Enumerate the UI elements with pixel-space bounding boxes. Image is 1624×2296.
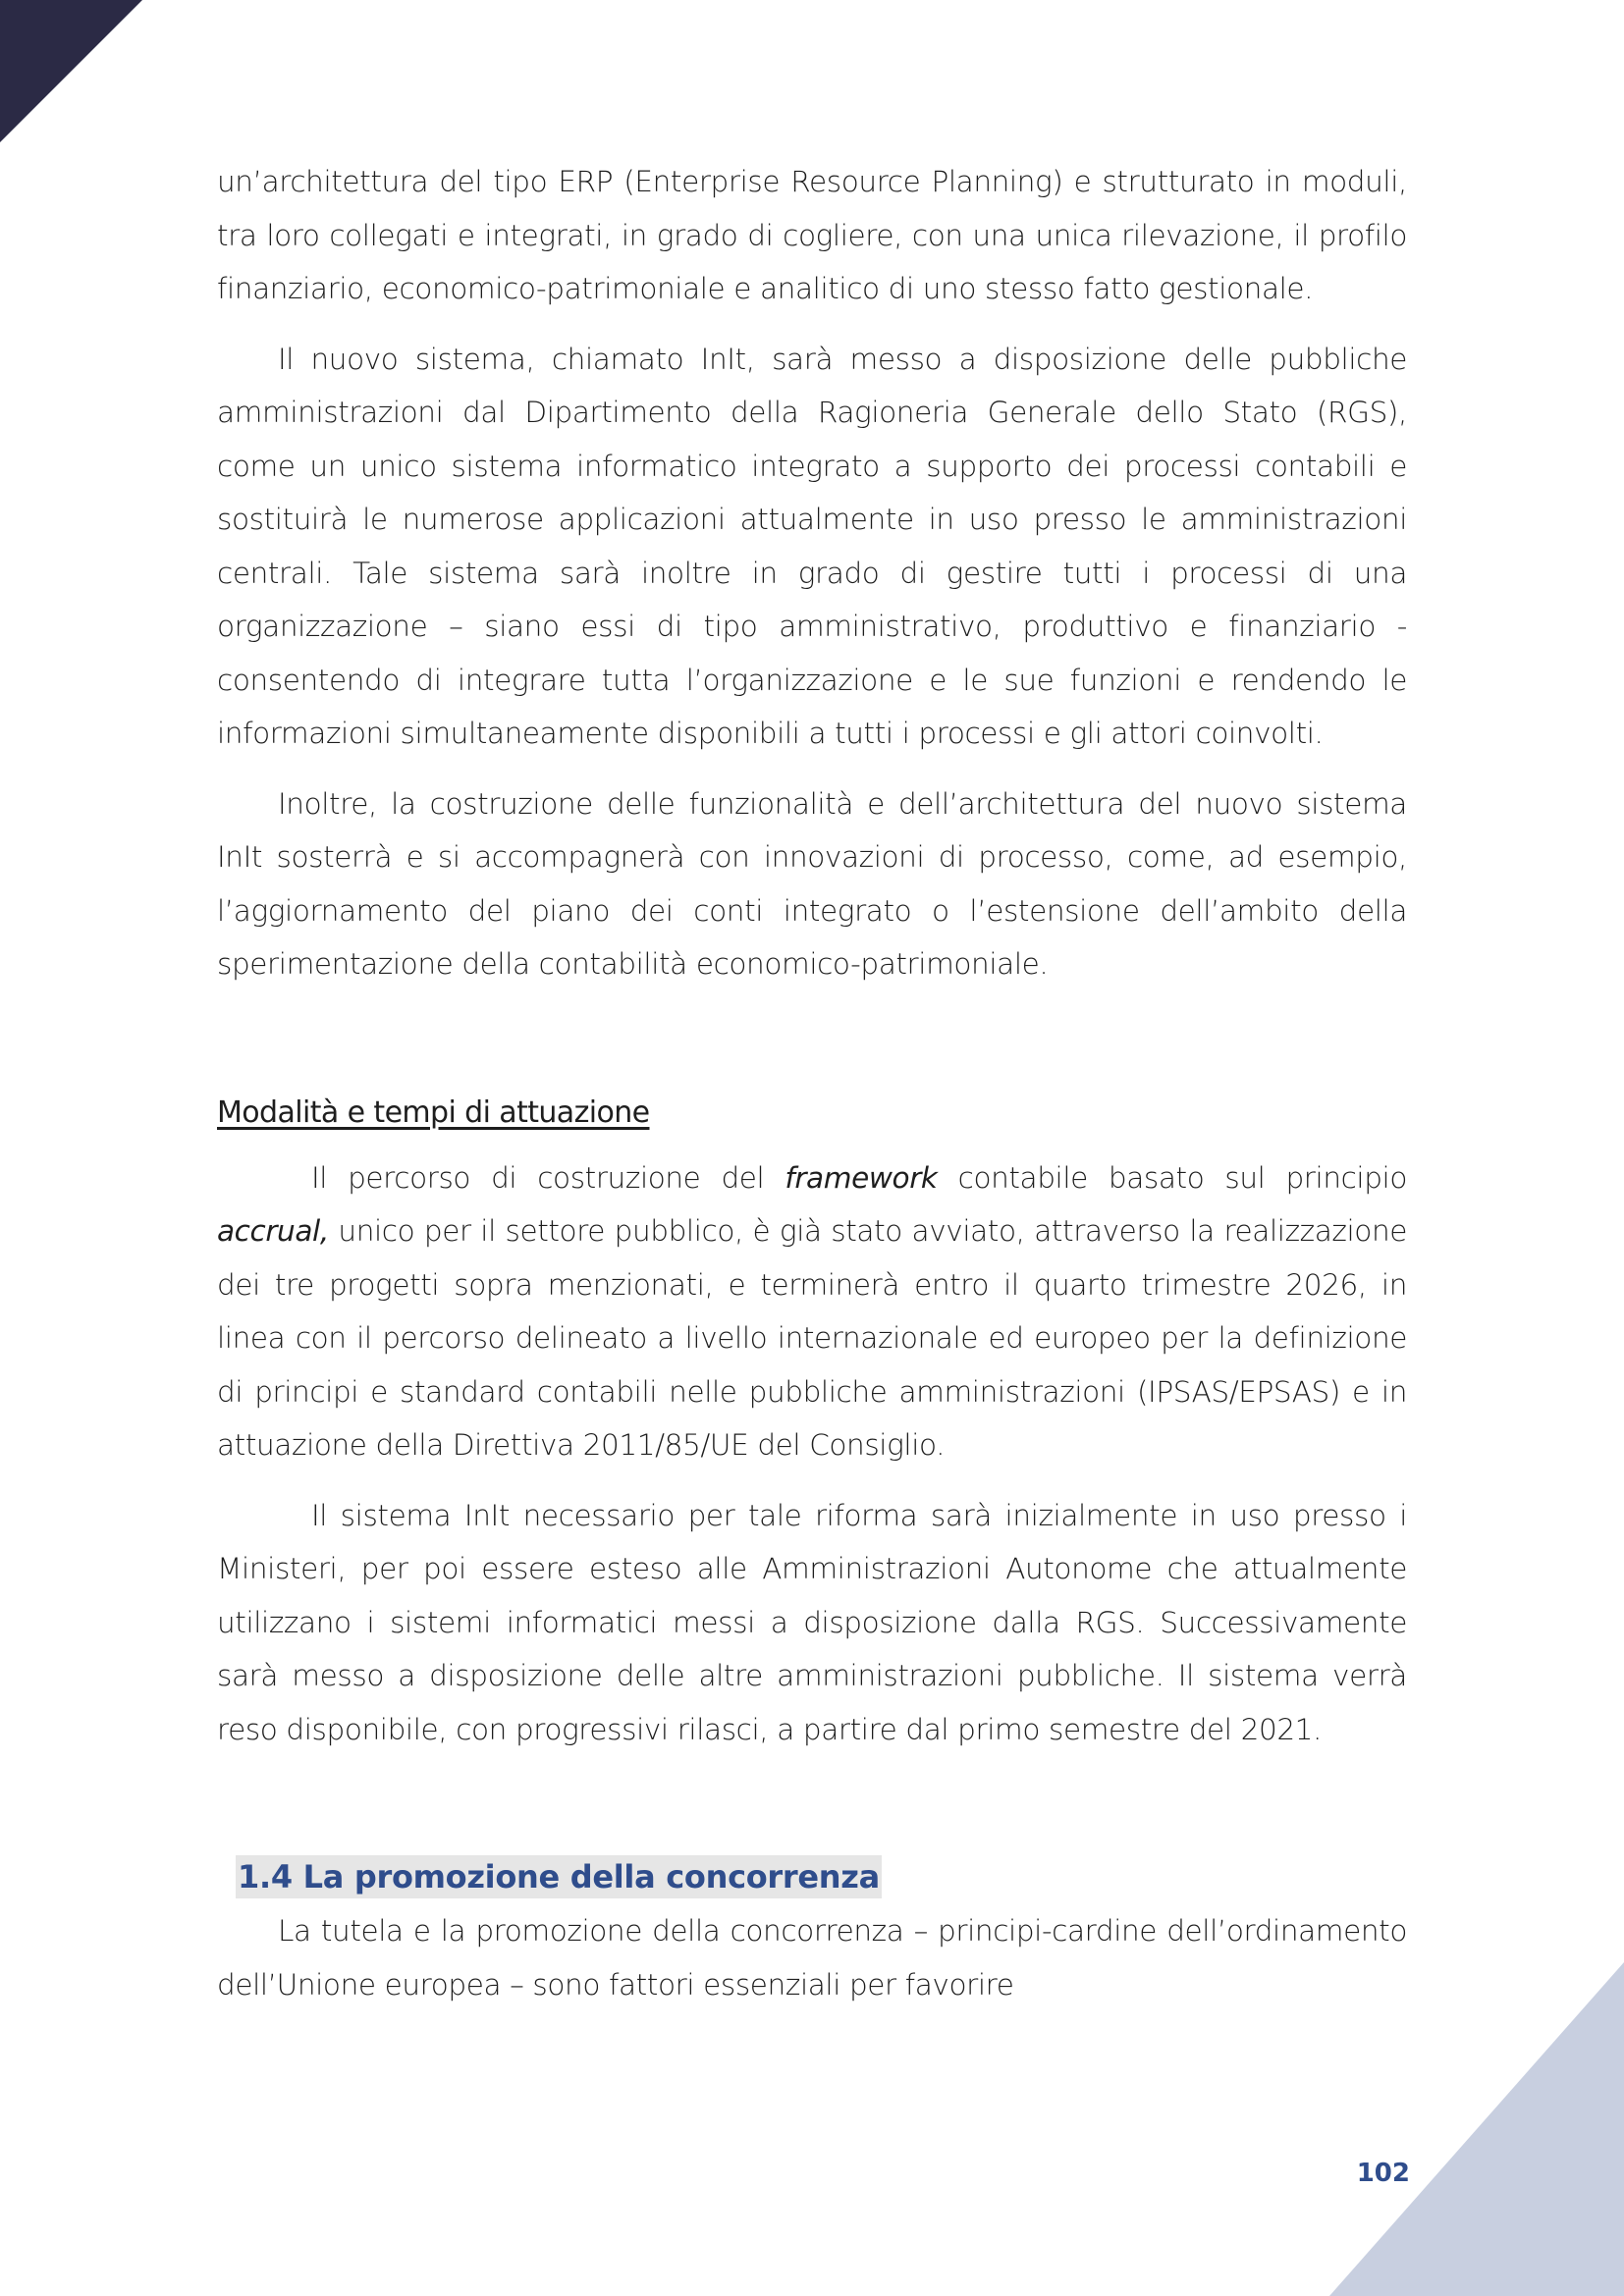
section-heading-wrapper	[217, 1773, 1407, 1898]
paragraph-init-innovations: Inoltre, la costruzione delle funzionalità e dell’architettura del nuovo sistema InIt sosterrà e si accompagnerà con innovazioni di processo, come, ad esempio, l’aggiornamento del piano dei conti integrato o l’estensione dell’ambito della sperimentazione della contabilità economico-patrimoniale.	[217, 786, 1407, 981]
paragraph-init-system: Il nuovo sistema, chiamato InIt, sarà messo a disposizione delle pubbliche amministrazioni dal Dipartimento della Ragioneria Generale dello Stato (RGS), come un unico sistema informatico integrato a supporto dei processi contabili e sostituirà le numerose applicazioni attualmente in uso presso le amministrazioni centrali. Tale sistema sarà inoltre in grado di gestire tutti i processi di una organizzazione – siano essi di tipo amministrativo, produttivo e finanziario - consentendo di integrare tutta l’organizzazione e le sue funzioni e rendendo le informazioni simultaneamente disponibili a tutti i processi e gli attori coinvolti.	[217, 342, 1407, 750]
paragraph-competition: La tutela e la promozione della concorrenza – principi-cardine dell’ordinamento dell’Unione europea – sono fattori essenziali per favorire	[217, 1914, 1407, 2002]
text-run: contabile basato sul principio	[937, 1160, 1407, 1195]
page-number: 102	[1356, 2159, 1410, 2188]
paragraph-erp-architecture: un’architettura del tipo ERP (Enterprise Resource Planning) e strutturato in moduli, tra loro collegati e integrati, in grado di cogliere, con una unica rilevazione, il profilo finanziario, economico-patrimoniale e analitico di uno stesso fatto gestionale.	[217, 165, 1407, 305]
corner-decoration-top-left	[0, 0, 142, 142]
subheading-implementation: Modalità e tempi di attuazione	[217, 1095, 650, 1130]
text-run: Il percorso di costruzione del	[311, 1160, 785, 1195]
italic-term-accrual: accrual,	[217, 1214, 329, 1248]
section-heading-competition: 1.4 La promozione della concorrenza	[236, 1855, 882, 1898]
paragraph-init-rollout: Il sistema InIt necessario per tale riforma sarà inizialmente in uso presso i Ministeri, per poi essere esteso alle Amministrazioni Autonome che attualmente utilizzano i sistemi informatici messi a disposizione dalla RGS. Successivamente sarà messo a disposizione delle altre amministrazioni pubbliche. Il sistema verrà reso disponibile, con progressivi rilasci, a partire dal primo semestre del 2021.	[217, 1498, 1407, 1746]
document-body	[217, 155, 1407, 2028]
paragraph-accrual-framework	[217, 1151, 1407, 1472]
italic-term-framework: framework	[785, 1160, 938, 1195]
text-run: unico per il settore pubblico, è già stato avviato, attraverso la realizzazione dei tre progetti sopra menzionati, e terminerà entro il quarto trimestre 2026, in linea con il percorso delineato a livello internazionale ed europeo per la definizione di principi e standard contabili nelle pubbliche amministrazioni (IPSAS/EPSAS) e in attuazione della Direttiva 2011/85/UE del Consiglio.	[217, 1214, 1407, 1462]
